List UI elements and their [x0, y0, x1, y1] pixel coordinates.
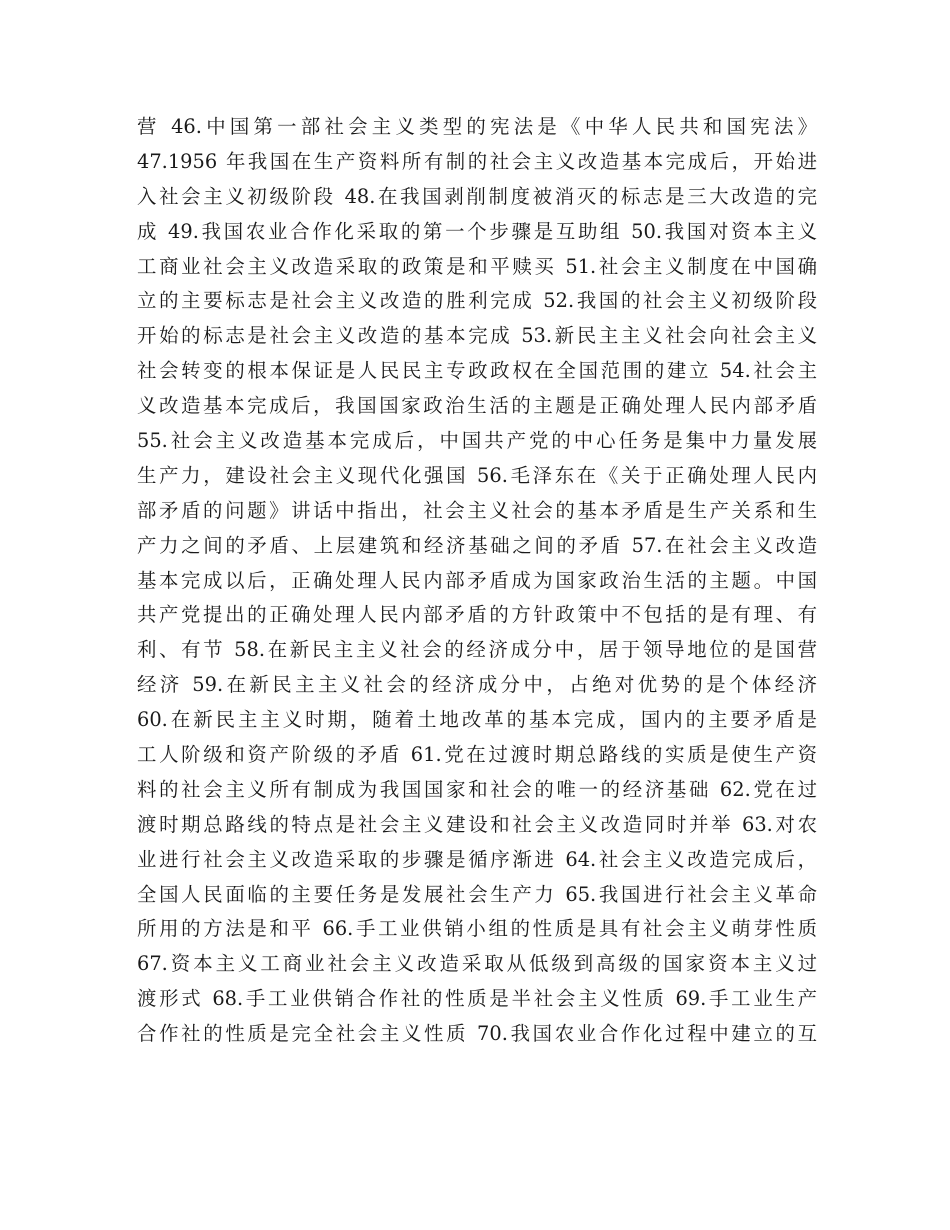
text-line-12: 部矛盾的问题》讲话中指出，社会主义社会的基本矛盾是生产关系和生	[137, 498, 817, 522]
text-line-17: 经济 59.在新民主主义社会的经济成分中，占绝对优势的是个体经济	[137, 673, 817, 697]
text-line-23: 全国人民面临的主要任务是发展社会生产力 65.我国进行社会主义革命	[137, 882, 817, 906]
text-line-7: 开始的标志是社会主义改造的基本完成 53.新民主主义社会向社会主义	[137, 324, 817, 348]
text-line-25: 67.资本主义工商业社会主义改造采取从低级到高级的国家资本主义过	[137, 952, 817, 976]
text-line-9: 义改造基本完成后，我国国家政治生活的主题是正确处理人民内部矛盾	[137, 394, 817, 418]
text-line-19: 工人阶级和资产阶级的矛盾 61.党在过渡时期总路线的实质是使生产资	[137, 743, 817, 767]
text-line-14: 基本完成以后，正确处理人民内部矛盾成为国家政治生活的主题。中国	[137, 568, 817, 592]
text-line-1: 营 46.中国第一部社会主义类型的宪法是《中华人民共和国宪法》	[137, 115, 817, 138]
text-line-10: 55.社会主义改造基本完成后，中国共产党的中心任务是集中力量发展	[137, 429, 817, 453]
text-line-11: 生产力，建设社会主义现代化强国 56.毛泽东在《关于正确处理人民内	[137, 463, 817, 487]
text-line-20: 料的社会主义所有制成为我国国家和社会的唯一的经济基础 62.党在过	[137, 777, 817, 801]
text-line-26: 渡形式 68.手工业供销合作社的性质是半社会主义性质 69.手工业生产	[137, 987, 817, 1011]
text-line-13: 产力之间的矛盾、上层建筑和经济基础之间的矛盾 57.在社会主义改造	[137, 533, 817, 557]
text-line-8: 社会转变的根本保证是人民民主专政政权在全国范围的建立 54.社会主	[137, 359, 817, 383]
text-line-21: 渡时期总路线的特点是社会主义建设和社会主义改造同时并举 63.对农	[137, 812, 817, 836]
text-line-6: 立的主要标志是社会主义改造的胜利完成 52.我国的社会主义初级阶段	[137, 289, 817, 313]
body-text	[137, 110, 817, 1052]
text-line-18: 60.在新民主主义时期，随着土地改革的基本完成，国内的主要矛盾是	[137, 708, 817, 732]
text-line-16: 利、有节 58.在新民主主义社会的经济成分中，居于领导地位的是国营	[137, 638, 817, 662]
text-line-5: 工商业社会主义改造采取的政策是和平赎买 51.社会主义制度在中国确	[137, 254, 817, 278]
text-line-22: 业进行社会主义改造采取的步骤是循序渐进 64.社会主义改造完成后，	[137, 847, 817, 871]
text-line-2: 47.1956 年我国在生产资料所有制的社会主义改造基本完成后，开始进	[137, 149, 817, 173]
text-line-27: 合作社的性质是完全社会主义性质 70.我国农业合作化过程中建立的互	[137, 1022, 817, 1046]
text-line-24: 所用的方法是和平 66.手工业供销小组的性质是具有社会主义萌芽性质	[137, 917, 817, 941]
text-line-15: 共产党提出的正确处理人民内部矛盾的方针政策中不包括的是有理、有	[137, 603, 817, 627]
text-line-3: 入社会主义初级阶段 48.在我国剥削制度被消灭的标志是三大改造的完	[137, 184, 817, 208]
text-line-4: 成 49.我国农业合作化采取的第一个步骤是互助组 50.我国对资本主义	[137, 219, 817, 243]
